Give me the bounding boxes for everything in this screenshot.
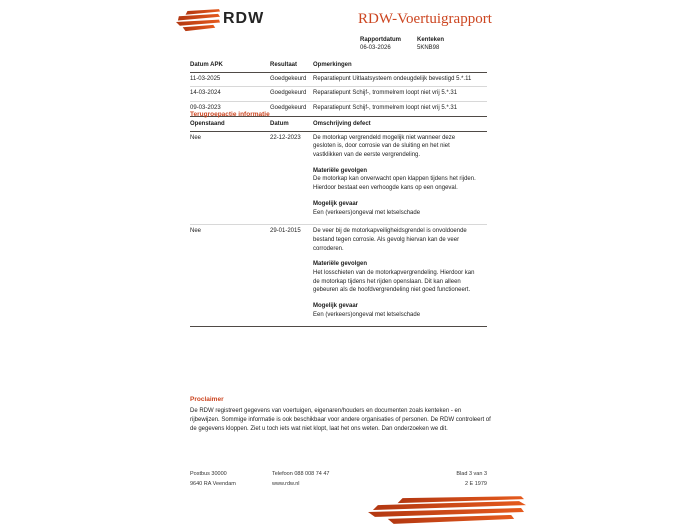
defect-paragraph: Het losschieten van de motorkapvergrendeling. Hierdoor kan de motorkap tijdens het rijden openslaan. Dit kan alleen gebeuren als de hoofdvergrendeling niet goed functioneert.: [313, 269, 475, 294]
recall-open-value: Nee: [190, 134, 202, 141]
apk-result: Goedgekeurd: [270, 90, 307, 97]
recall-defect-description: [313, 134, 477, 218]
defect-subheading: Materiële gevolgen: [313, 261, 368, 268]
recall-header-defect: Omschrijving defect: [313, 121, 371, 127]
rdw-logo: [176, 9, 264, 34]
defect-paragraph: De veer bij de motorkapveiligheidsgrendel is onvoldoende bestand tegen corrosie. Als gevolg hiervan kan de veer corroderen.: [313, 228, 467, 252]
apk-date: 09-03-2023: [190, 105, 221, 112]
report-date-value: 06-03-2026: [360, 45, 391, 51]
rdw-logo-text: RDW: [223, 10, 265, 27]
rdw-flag-icon: [176, 9, 220, 34]
footer-page-info: [420, 470, 487, 490]
apk-result: Goedgekeurd: [270, 105, 307, 112]
recall-row: [190, 132, 487, 226]
defect-paragraph: Een (verkeers)ongeval met letselschade: [313, 209, 421, 216]
recall-row: [190, 225, 487, 327]
report-title: RDW-Voertuigrapport: [358, 11, 492, 27]
apk-header-result: Resultaat: [270, 62, 298, 68]
recall-date-value: 22-12-2023: [270, 134, 301, 141]
recall-date-value: 29-01-2015: [270, 228, 301, 235]
recall-header-date: Datum: [270, 121, 289, 127]
apk-table-row: [190, 73, 487, 88]
footer-address-line2: 9640 RA Veendam: [190, 480, 236, 487]
defect-subheading: Mogelijk gevaar: [313, 200, 359, 207]
proclaimer-text: De RDW registreert gegevens van voertuigen, eigenaren/houders en documenten zoals kenteken - en rijbewijzen. Sommige informatie is ook beschikbaar voor andere organisaties of personen. De RDW controleert of de gegevens kloppen. Ziet u toch iets wat niet klopt, laat het ons weten. Dan onderzoeken we dit.: [190, 408, 491, 432]
apk-header-remarks: Opmerkingen: [313, 62, 352, 68]
defect-paragraph: De motorkap kan onverwacht open klappen tijdens het rijden. Hierdoor bestaat een verhoogde kans op een ongeval.: [313, 176, 476, 192]
recall-open-value: Nee: [190, 228, 202, 235]
rdw-flag-icon: [368, 496, 526, 526]
defect-paragraph: Een (verkeers)ongeval met letselschade: [313, 311, 421, 318]
apk-result: Goedgekeurd: [270, 75, 307, 82]
apk-remark: Reparatiepunt Uitlaatsysteem ondeugdelijk bevestigd 5.*.11: [313, 75, 472, 82]
defect-subheading: Materiële gevolgen: [313, 167, 368, 174]
apk-date: 14-03-2024: [190, 90, 221, 97]
report-date-label: Rapportdatum: [360, 37, 401, 43]
footer-doc-code: 2 E 1979: [464, 480, 487, 487]
apk-table-row: [190, 87, 487, 102]
apk-table: [190, 61, 487, 117]
proclaimer-title: Proclaimer: [190, 396, 224, 403]
recall-table: [190, 120, 487, 327]
footer-website: www.rdw.nl: [272, 480, 300, 487]
footer-phone: Telefoon 088 008 74 47: [272, 471, 330, 477]
apk-date: 11-03-2025: [190, 75, 221, 82]
recall-header-open: Openstaand: [190, 121, 225, 127]
footer-contact: [272, 470, 330, 490]
rdw-footer-logo: [368, 496, 526, 526]
license-plate-value: 5KNB98: [417, 45, 440, 51]
apk-remark: Reparatiepunt Schijf-, trommelrem loopt niet vrij 5.*.31: [313, 90, 458, 97]
recall-section-title: Terugroepactie informatie: [190, 111, 270, 118]
apk-table-header: [190, 61, 487, 73]
license-plate-label: Kenteken: [417, 37, 445, 43]
apk-remark: Reparatiepunt Schijf-, trommelrem loopt niet vrij 5.*.31: [313, 105, 458, 112]
defect-paragraph: De motorkap vergrendeld mogelijk niet wanneer deze gesloten is, door corrosie van de sluiting en het niet vastklikken van de eerste vergrendeling.: [313, 134, 456, 159]
footer-address-line1: Postbus 30000: [190, 471, 227, 477]
report-meta: [360, 37, 444, 51]
report-date-block: [360, 37, 401, 51]
defect-subheading: Mogelijk gevaar: [313, 303, 359, 309]
apk-header-date: Datum APK: [190, 62, 223, 68]
license-plate-block: [417, 37, 444, 51]
footer-page-number: Blad 3 van 3: [456, 471, 487, 477]
footer-address: [190, 470, 236, 490]
recall-defect-description: [313, 227, 477, 319]
recall-table-header: [190, 120, 487, 132]
